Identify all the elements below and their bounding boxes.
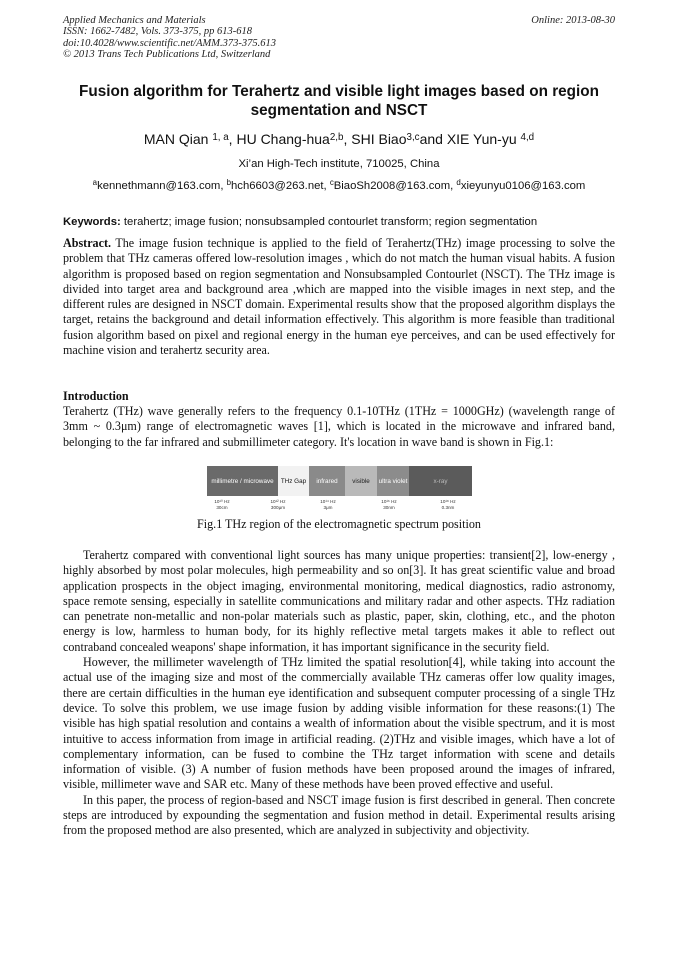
copyright-line: © 2013 Trans Tech Publications Ltd, Switzerland [63,49,271,61]
author-name: MAN Qian [143,131,209,147]
band-ultraviolet [377,466,409,496]
figure-caption: Fig.1 THz region of the electromagnetic spectrum position [197,517,481,531]
tick-label: 10¹⁴ Hz 3μm [320,499,336,510]
frequency-ticks [207,499,472,515]
online-date: Online: 2013-08-30 [531,15,615,26]
author-affil-sup: 1, a [212,131,229,143]
band-thz-gap [278,466,309,496]
section-heading-introduction: Introduction [63,389,129,403]
band-label: millimetre / microwave [211,477,274,485]
tick-label: 10¹⁸ Hz 0.3nm [440,499,456,510]
affiliation: Xi’an High-Tech institute, 710025, China [238,158,440,170]
issn-line: ISSN: 1662-7482, Vols. 373-375, pp 613-618 [63,26,252,38]
email-sup: c [329,178,334,188]
band-label: visible [352,477,370,485]
doi-line: doi:10.4028/www.scientific.net/AMM.373-375.613 [63,37,276,49]
tick-label: 10¹⁰ Hz 30cm [214,499,230,510]
email-link[interactable]: xieyunyu0106@163.com [460,180,586,192]
keywords-text: terahertz; image fusion; nonsubsampled contourlet transform; region segmentation [120,216,538,228]
band-label: THz Gap [280,477,307,485]
tick-label: 10¹² Hz 300μm [270,499,286,510]
intro-body [63,548,615,839]
keywords [63,215,623,229]
band-microwave [207,466,278,496]
author-name: SHI Biao [351,131,407,147]
email-sup: d [456,178,461,188]
email-link[interactable]: kennethmann@163.com [97,180,221,192]
author-name: HU Chang-hua [236,131,330,147]
band-xray [409,466,472,496]
band-infrared [309,466,345,496]
email-sup: b [226,178,232,188]
author-affil-sup: 4,d [520,131,535,143]
journal-name: Applied Mechanics and Materials [63,15,206,26]
body-paragraph: However, the millimeter wavelength of THz limited the spatial resolution[4], while taking into account the actual use of the imaging size and most of the commercially available THz cameras offer low quality images, there are certain difficulties in the human eye identification and subsequent computer processing of a single THz device. To solve this problem, we use image fusion by adding visible information for these reasons:(1) The visible has high spatial resolution and contains a wealth of information about the visible spectrum, and it is most intuitive to access information from image in artificial reading. (2)THz and visible images, which have a lot of complementary information, can be fused to combine the THz target information with scene and details information of visible. (3) A number of fusion methods have been proposed around the images of infrared, visible, millimeter wave and SAR etc. Many of these methods have been proved effective and useful. [63,655,615,792]
band-label: ultra violet [378,477,408,485]
author-affil-sup: 3,c [406,131,420,143]
band-label: infrared [316,477,338,485]
paper-title: Fusion algorithm for Terahertz and visible light images based on region segmentation and NSCT [79,83,599,119]
email-link[interactable]: hch6603@263.net [231,180,324,192]
journal-header [63,15,276,61]
abstract-text: The image fusion technique is applied to the field of Terahertz(THz) image processing to solve the problem that THz cameras offered low-resolution images , which do not match the human visual habits. A fusion algorithm is proposed based on region segmentation and Nonsubsampled Contourlet (NSCT). The THz image is divided into target area and background area ,which are mapped into the visible images in next step, and the different rules are designed in NSCT domain. Experimental results show that the proposed algorithm displays the target, retains the background and detail information effectively. This algorithm is more feasible than traditional fusion algorithm based on pixel and regional energy in the human eye perceives, and can be used effectively for machine vision and terahertz security area. [63,236,615,358]
abstract-label: Abstract. [63,236,112,250]
email-link[interactable]: BiaoSh2008@163.com [333,180,451,192]
email-sup: a [92,178,98,188]
intro-paragraph: Terahertz (THz) wave generally refers to the frequency 0.1-10THz (1THz = 1000GHz) (wavelength range of 3mm ~ 0.3μm) range of electromagnetic waves [1], which is located in the microwave and infrared band, belonging to the far infrared and submillimeter category. It's location in wave band is shown in Fig.1: [63,404,615,449]
author-affil-sup: 2,b [329,131,344,143]
author-name: XIE Yun-yu [446,131,517,147]
spectrum-figure [207,466,472,516]
body-paragraph: Terahertz compared with conventional light sources has many unique properties: transient[2], low-energy , highly absorbed by most polar molecules, high permeability and so on[3]. It has great scientific value and broad application prospects in the object imaging, environmental monitoring, medical diagnostics, radio astronomy, space remote sensing, especially in satellite communications and military radar and other aspects. THz radiation can penetrate non-metallic and non-polar materials such as plastic, paper, skin, clothing, etc., and the photon energy is low, harmless to human body, for its highly reflective metal targets makes it able to reflect out contraband concealed weapons' shape information, it has important significance in the security field. [63,548,615,654]
email-line: $^a$kennethmann@163.com, $^b$hch6603@263.net, $^c$BiaoSh2008@163.com, $^d$xieyunyu0106@163.com [92,178,586,192]
abstract [63,236,615,358]
tick-label: 10¹⁶ Hz 30nm [381,499,397,510]
band-label: x-ray [433,477,448,485]
author-line: MAN Qian $^{1, a}$, HU Chang-hua$^{2,b}$, SHI Biao$^{3,c}$and XIE Yun-yu $^{4,d}$ [143,131,535,147]
body-paragraph: In this paper, the process of region-based and NSCT image fusion is first described in general. Then concrete steps are introduced by expounding the segmentation and fusion method in detail. Experimental results arising from the proposed method are also presented, which are analyzed in subjectivity and objectivity. [63,792,615,838]
band-visible [345,466,377,496]
keywords-label: Keywords: [63,216,121,228]
